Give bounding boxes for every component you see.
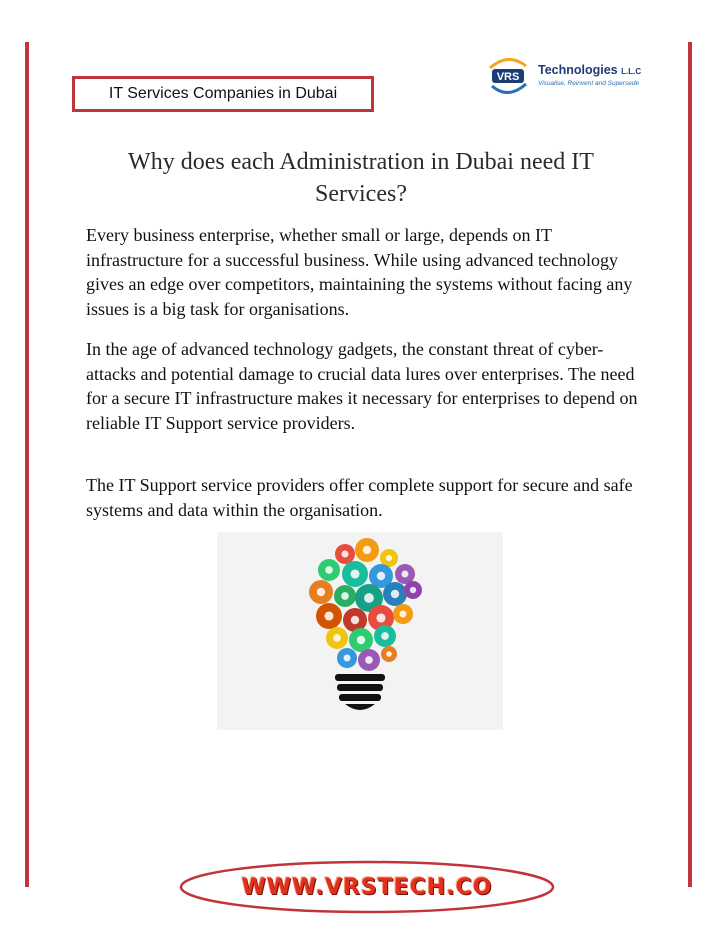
logo-mark-text: VRS: [496, 71, 520, 83]
vrs-logo-icon: [486, 58, 530, 94]
icon-bubble-glyph: [350, 569, 359, 578]
icon-bubble-glyph: [317, 588, 325, 596]
icon-bubble-glyph: [365, 656, 373, 664]
article-paragraph-1: Every business enterprise, whether small or large, depends on IT infrastructure for a successful business. While using advanced technology gives an edge over competitors, maintaining the systems without facing any issues is a big task for organisations.: [86, 225, 633, 319]
icon-bubble-glyph: [376, 613, 385, 622]
lightbulb-of-app-icons-icon: [217, 532, 503, 730]
footer-website-link[interactable]: WWW.VRSTECH.CO: [241, 874, 493, 900]
icon-bubble-glyph: [364, 593, 374, 603]
icon-bubble-glyph: [351, 616, 359, 624]
logo-name: [538, 63, 641, 77]
icon-bubble-glyph: [324, 611, 333, 620]
icon-bubble-glyph: [344, 655, 351, 662]
article-paragraph-3: The IT Support service providers offer complete support for secure and safe systems and data within the organisation.: [86, 475, 633, 520]
icon-bubble-glyph: [357, 636, 365, 644]
article-paragraph-2: In the age of advanced technology gadgets, the constant threat of cyber-attacks and potential damage to crucial data lures over enterprises. The need for a secure IT infrastructure makes it necessary for enterprises to depend on reliable IT Support service providers.: [86, 339, 638, 433]
icon-bubble-glyph: [402, 571, 409, 578]
icon-bubble-glyph: [391, 590, 399, 598]
logo-tagline: Visualise, Reinvent and Supersede: [538, 80, 640, 87]
icon-bubble-glyph: [342, 551, 349, 558]
right-border-rule: [688, 42, 692, 887]
icon-bubble-glyph: [410, 587, 416, 593]
header-title: IT Services Companies in Dubai: [108, 85, 338, 102]
icon-bubble-glyph: [386, 555, 392, 561]
company-logo: [486, 58, 646, 98]
icon-bubble-glyph: [381, 632, 389, 640]
logo-suffix: L.L.C: [621, 67, 642, 76]
icon-bubble-glyph: [333, 634, 341, 642]
icon-bubble-glyph: [341, 592, 349, 600]
icon-bubble-glyph: [363, 546, 371, 554]
logo-name-text: Technologies: [538, 63, 618, 77]
icon-bubble-glyph: [386, 651, 392, 657]
article-title: Why does each Administration in Dubai need IT Services?: [128, 149, 594, 207]
header-title-box: [72, 76, 374, 112]
icon-bubble-glyph: [325, 566, 333, 574]
icon-bubble-glyph: [377, 572, 385, 580]
icon-bubble-glyph: [400, 611, 407, 618]
left-border-rule: [25, 42, 29, 887]
